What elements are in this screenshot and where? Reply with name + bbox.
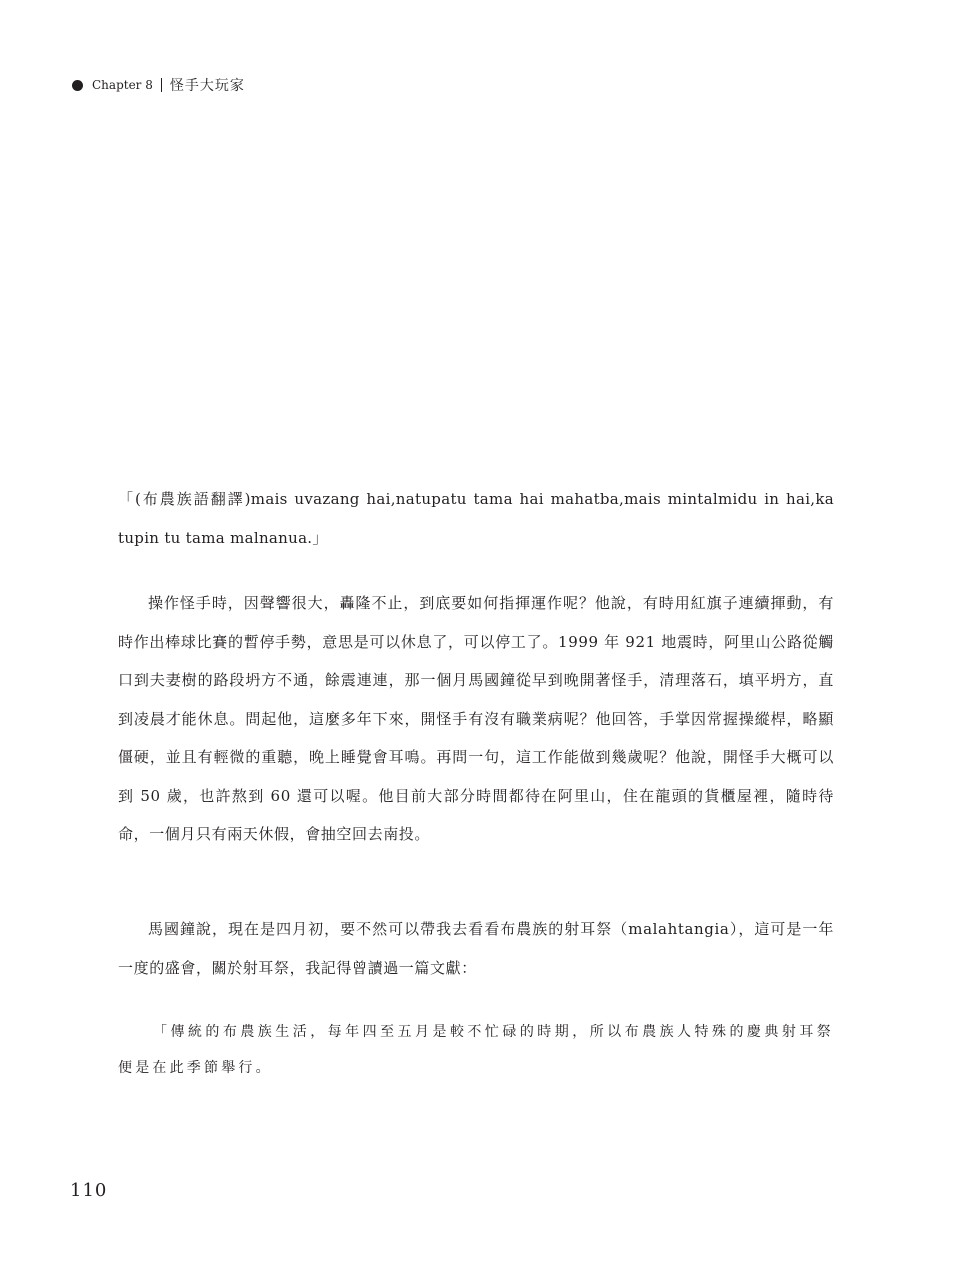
chapter-label: Chapter 8 xyxy=(92,78,153,92)
chapter-title: 怪手大玩家 xyxy=(169,78,245,94)
page-number: 110 xyxy=(70,1180,108,1201)
paragraph-excavator-operation: 操作怪手時，因聲響很大，轟隆不止，到底要如何指揮運作呢？他說，有時用紅旗子連續揮動，有時作出棒球比賽的暫停手勢，意思是可以休息了，可以停工了。1999 年 921 地震時，阿里山公路從觸口到夫妻樹的路段坍方不通，餘震連連，那一個月馬國鐘從早到晚開著怪手，清理落石，填平坍方，直到凌晨才能休息。問起他，這麼多年下來，開怪手有沒有職業病呢？他回答，手掌因常握操縱桿，略顯僵硬，並且有輕微的重聽，晚上睡覺會耳鳴。再問一句，這工作能做到幾歲呢？他說，開怪手大概可以到 50 歲，也許熬到 60 還可以喔。他目前大部分時間都待在阿里山，住在龍頭的貨櫃屋裡，隨時待命，一個月只有兩天休假，會抽空回去南投。 xyxy=(118,594,834,843)
running-header xyxy=(72,76,245,94)
bullet-icon xyxy=(72,80,83,91)
block-quote: 「傳統的布農族生活，每年四至五月是較不忙碌的時期，所以布農族人特殊的慶典射耳祭便是在此季節舉行。 xyxy=(118,1024,834,1076)
header-divider xyxy=(161,78,162,92)
paragraph-bunun-quote: 「(布農族語翻譯)mais uvazang hai,natupatu tama hai mahatba,mais mintalmidu in hai,ka tupin tu tama malnanua.」 xyxy=(118,490,834,547)
paragraph-ear-shooting-festival: 馬國鐘說，現在是四月初，要不然可以帶我去看看布農族的射耳祭（malahtangia），這可是一年一度的盛會，關於射耳祭，我記得曾讀過一篇文獻： xyxy=(118,920,834,977)
